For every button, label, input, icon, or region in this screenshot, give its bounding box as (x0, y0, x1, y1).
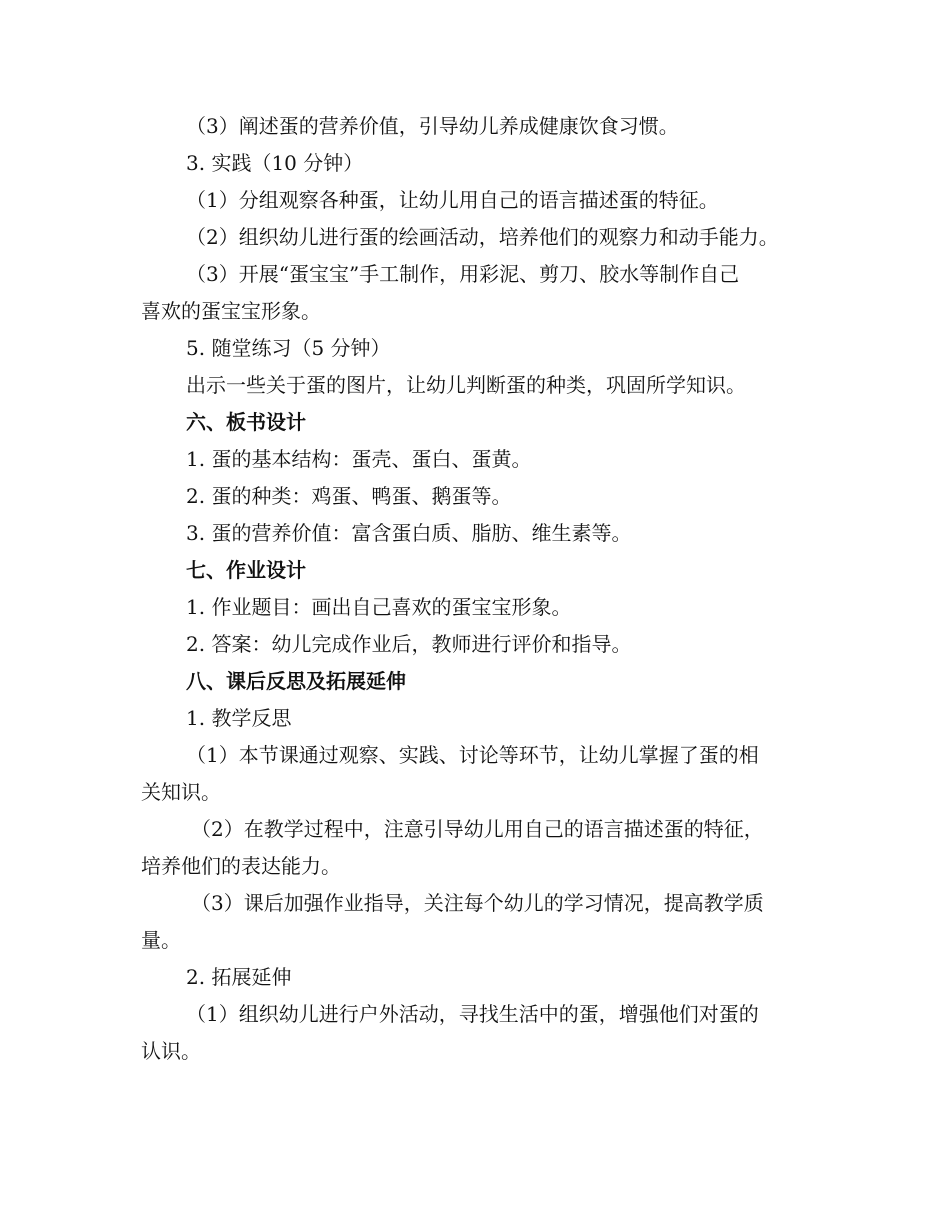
paragraph-line: 培养他们的表达能力。 (141, 854, 341, 878)
paragraph-line: 出示一些关于蛋的图片，让幼儿判断蛋的种类，巩固所学知识。 (186, 373, 746, 397)
paragraph-line: （3）开展“蛋宝宝”手工制作，用彩泥、剪刀、胶水等制作自己 (186, 262, 740, 286)
list-item: 2. 蛋的种类：鸡蛋、鸭蛋、鹅蛋等。 (186, 484, 512, 508)
list-item: 3. 蛋的营养价值：富含蛋白质、脂肪、维生素等。 (186, 521, 632, 545)
section-heading: 八、课后反思及拓展延伸 (186, 669, 406, 693)
section-heading: 六、板书设计 (186, 410, 306, 434)
paragraph-line: 量。 (141, 928, 181, 952)
paragraph-line: （2）组织幼儿进行蛋的绘画活动，培养他们的观察力和动手能力。 (186, 225, 779, 249)
list-item-heading: 1. 教学反思 (186, 706, 292, 730)
paragraph-line: （1）本节课通过观察、实践、讨论等环节，让幼儿掌握了蛋的相 (186, 743, 759, 767)
paragraph-line: （3）阐述蛋的营养价值，引导幼儿养成健康饮食习惯。 (186, 114, 679, 138)
list-item-heading: 2. 拓展延伸 (186, 965, 292, 989)
paragraph-line: 认识。 (141, 1039, 201, 1063)
paragraph-line: 喜欢的蛋宝宝形象。 (141, 299, 321, 323)
list-item: 1. 蛋的基本结构：蛋壳、蛋白、蛋黄。 (186, 447, 532, 471)
list-item-heading: 3. 实践（10 分钟） (186, 151, 364, 175)
paragraph-line: （1）组织幼儿进行户外活动，寻找生活中的蛋，增强他们对蛋的 (186, 1002, 759, 1026)
paragraph-line: （1）分组观察各种蛋，让幼儿用自己的语言描述蛋的特征。 (186, 188, 719, 212)
list-item: 2. 答案：幼儿完成作业后，教师进行评价和指导。 (186, 632, 632, 656)
paragraph-line: （2）在教学过程中，注意引导幼儿用自己的语言描述蛋的特征， (191, 817, 764, 841)
list-item-heading: 5. 随堂练习（5 分钟） (186, 336, 391, 360)
section-heading: 七、作业设计 (186, 558, 306, 582)
paragraph-line: 关知识。 (141, 780, 221, 804)
list-item: 1. 作业题目：画出自己喜欢的蛋宝宝形象。 (186, 595, 572, 619)
document-body (141, 108, 811, 1070)
paragraph-line: （3）课后加强作业指导，关注每个幼儿的学习情况，提高教学质 (191, 891, 764, 915)
